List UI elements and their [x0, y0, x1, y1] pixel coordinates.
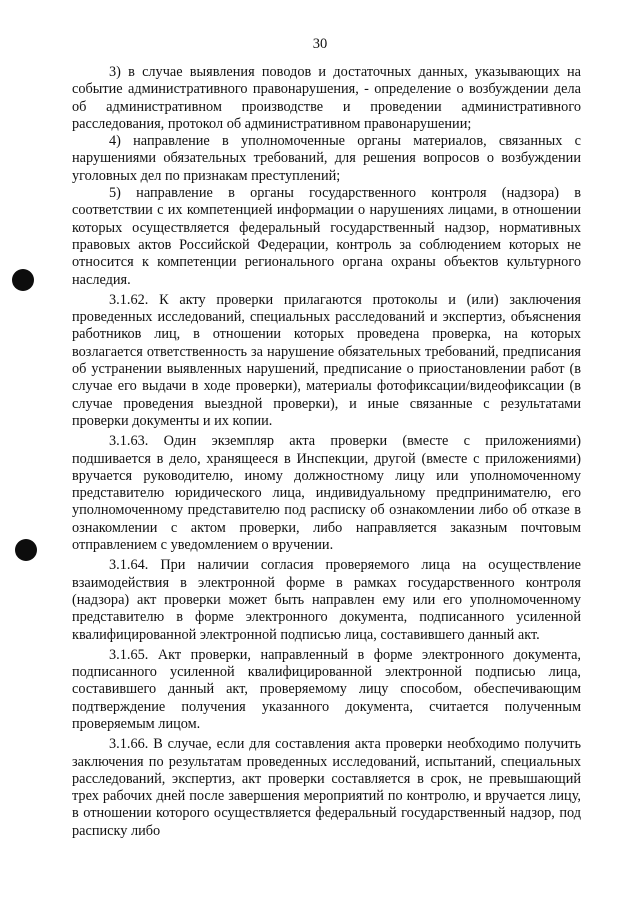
binder-hole-mark — [15, 539, 37, 561]
paragraph-3-1-65: 3.1.65. Акт проверки, направленный в форме электронного документа, подписанного усиленной квалифицированной электронной подписью лица, составившего данный акт, проверяемому лицу способом, обеспечивающим подтверждение получения указанного документа, считается полученным проверяемым лицом. — [72, 646, 581, 732]
paragraph-item-4: 4) направление в уполномоченные органы материалов, связанных с нарушениями обязательных требований, для решения вопросов о возбуждении уголовных дел по признакам преступлений; — [72, 133, 581, 184]
paragraph-3-1-63: 3.1.63. Один экземпляр акта проверки (вместе с приложениями) подшивается в дело, хранящееся в Инспекции, другой (вместе с приложениями) вручается руководителю, иному должностному лицу или уполномоченному представителю юридического лица, индивидуальному предпринимателю, его уполномоченному представителю под расписку об ознакомлении либо об отказе в ознакомлении с актом проверки, либо направляется заказным почтовым отправлением с уведомлением о вручении. — [72, 433, 581, 554]
document-body — [72, 64, 581, 840]
paragraph-3-1-62: 3.1.62. К акту проверки прилагаются протоколы и (или) заключения проведенных исследований, специальных расследований и экспертиз, объяснения работников лиц, в отношении которых проведена проверка, на которых возлагается ответственность за нарушение обязательных требований, предписания об устранении выявленных нарушений, предписание о приостановлении работ (в случае его выдачи в ходе проверки), материалы фотофиксации/видеофиксации (в случае проведения выездной проверки), и иные связанные с результатами проверки документы и их копии. — [72, 291, 581, 429]
binder-hole-mark — [12, 269, 34, 291]
paragraph-item-3: 3) в случае выявления поводов и достаточных данных, указывающих на событие административного правонарушения, - определение о возбуждении дела об административном производстве и проведении административного расследования, протокол об административном правонарушении; — [72, 64, 581, 132]
paragraph-item-5: 5) направление в органы государственного контроля (надзора) в соответствии с их компетенцией информации о нарушениях лицами, в отношении которых осуществляется федеральный государственный надзор, нормативных правовых актов Российской Федерации, контроль за соблюдением которых не относится к компетенции регионального органа охраны объектов культурного наследия. — [72, 185, 581, 288]
page-number: 30 — [312, 36, 328, 52]
paragraph-3-1-64: 3.1.64. При наличии согласия проверяемого лица на осуществление взаимодействия в электронной форме в рамках государственного контроля (надзора) акт проверки может быть направлен ему или его уполномоченному представителю в форме электронного документа, подписанного усиленной квалифицированной электронной подписью лица, составившего данный акт. — [72, 557, 581, 643]
paragraph-3-1-66: 3.1.66. В случае, если для составления акта проверки необходимо получить заключения по результатам проведенных исследований, испытаний, специальных расследований, экспертиз, акт проверки составляется в срок, не превышающий трех рабочих дней после завершения мероприятий по контролю, и вручается лицу, в отношении которого осуществляется федеральный государственный надзор, под расписку либо — [72, 736, 581, 839]
